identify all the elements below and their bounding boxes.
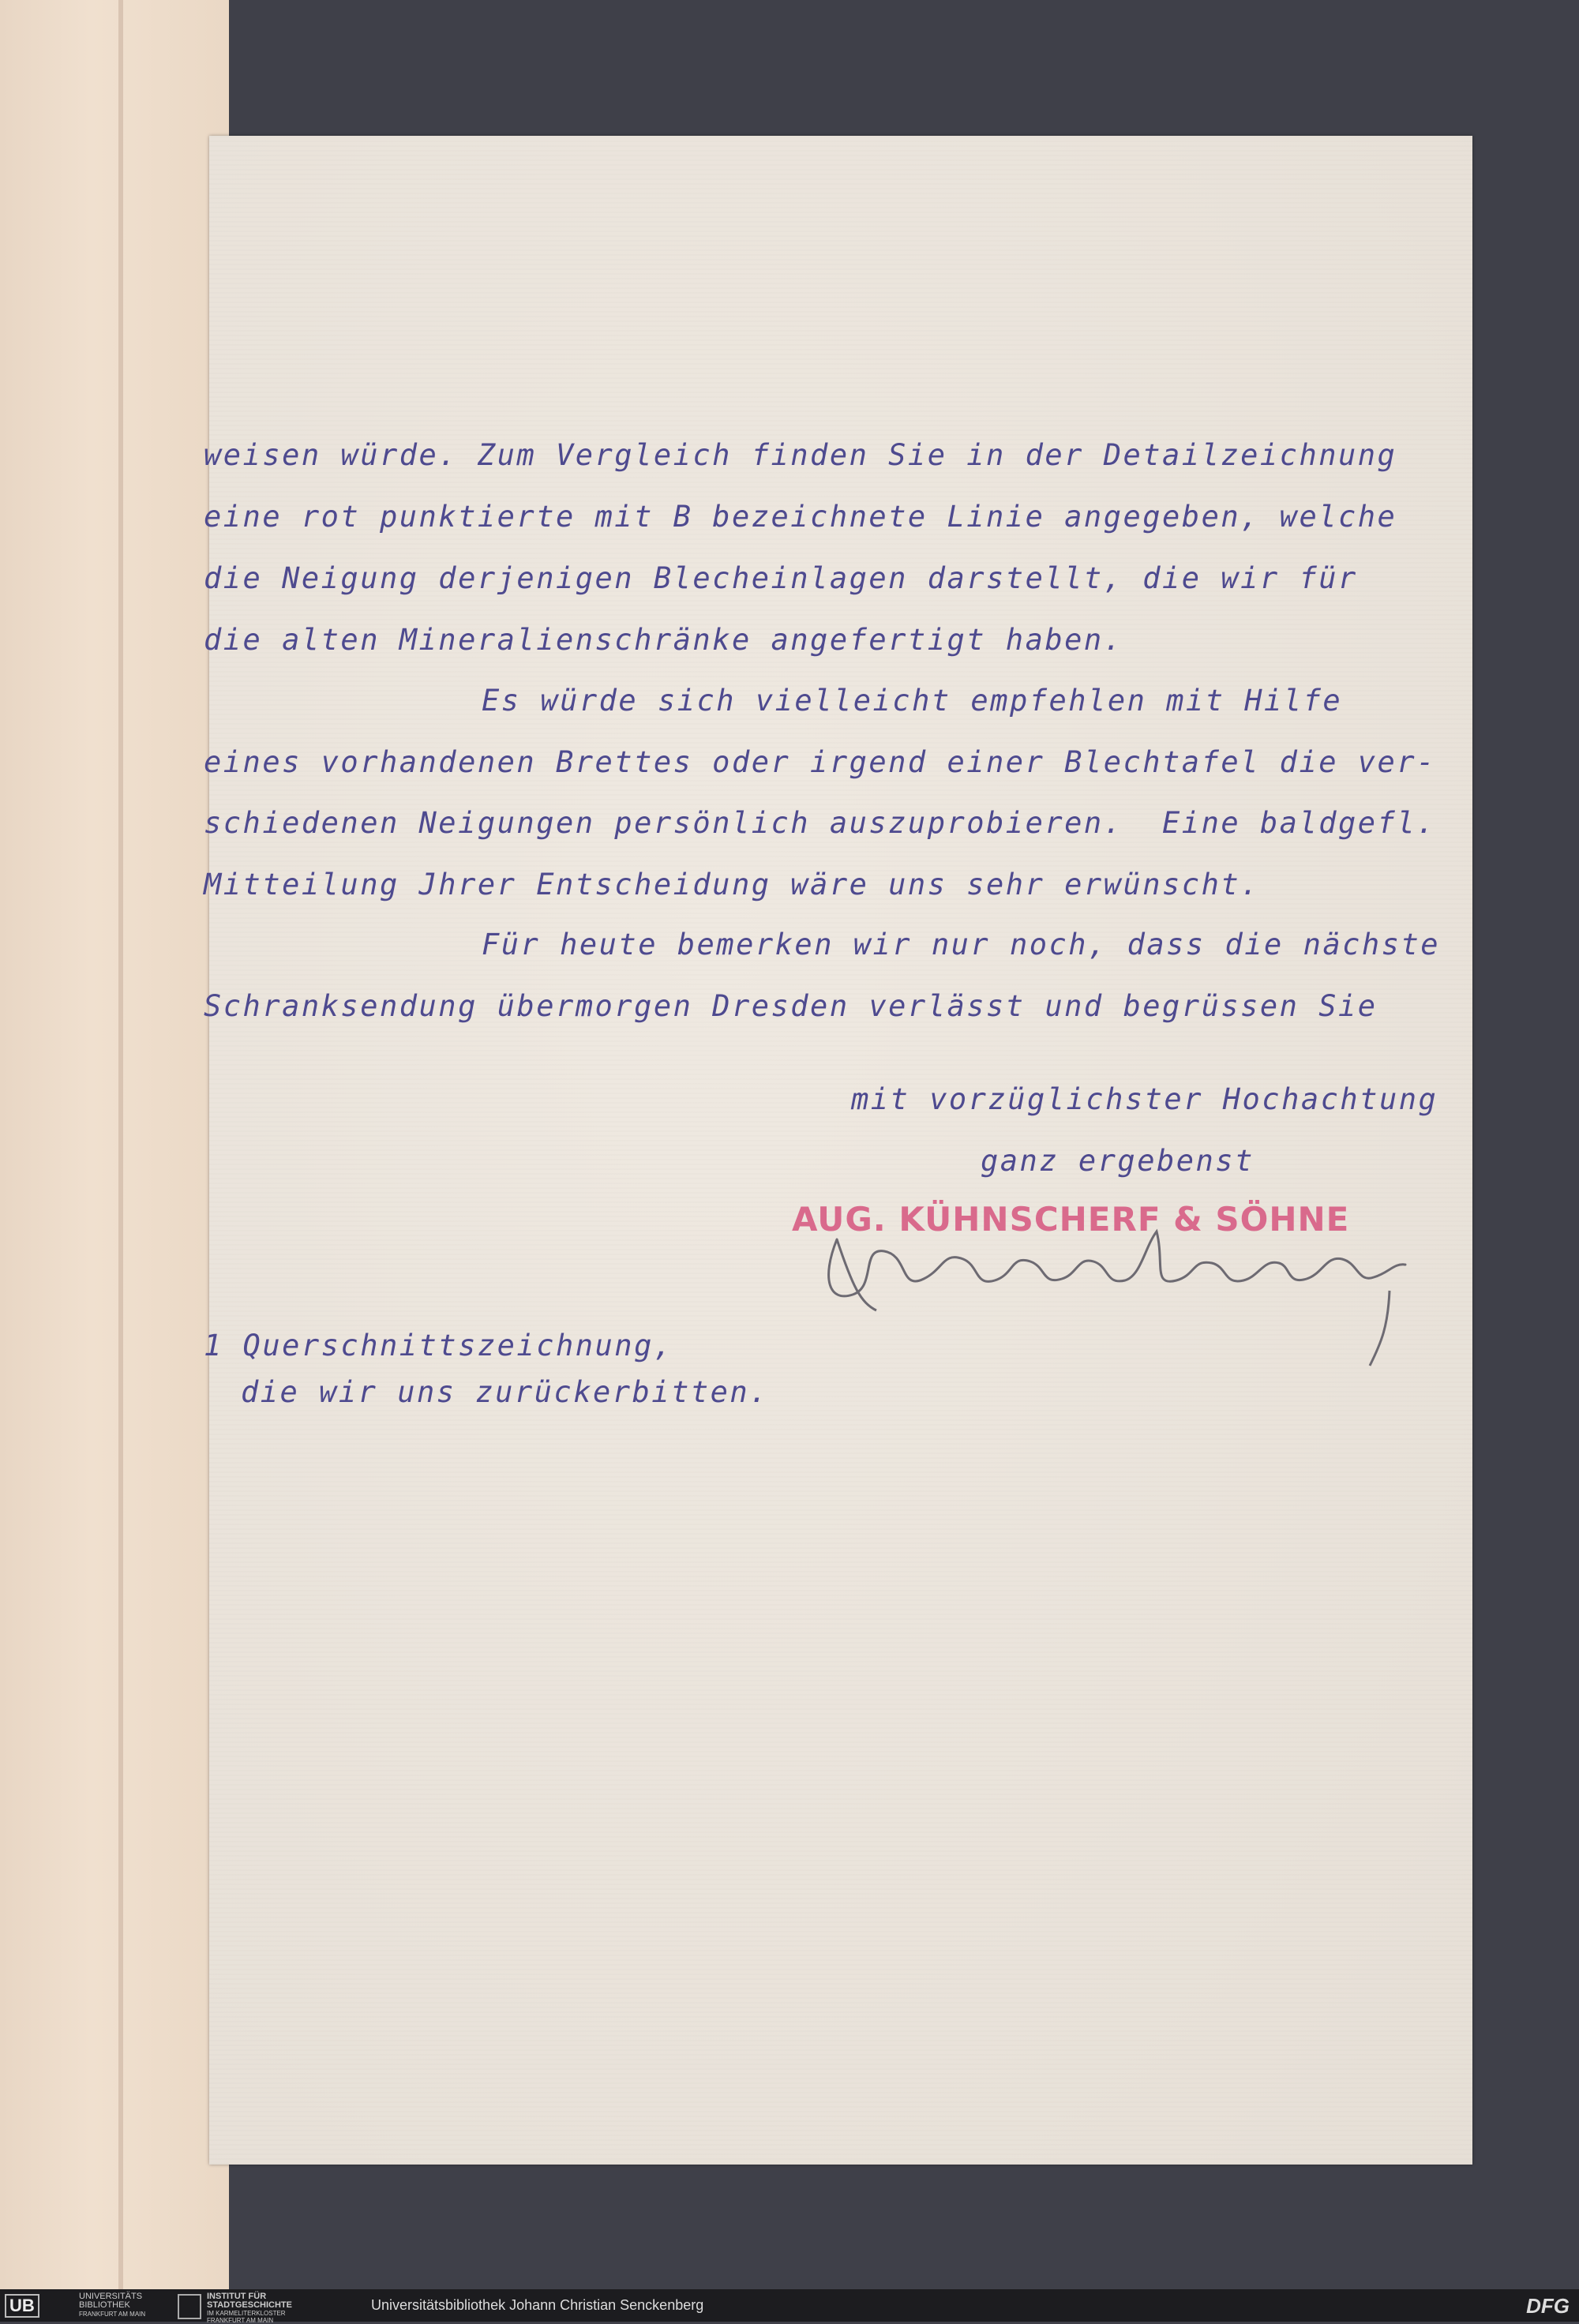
letter-line-3: die Neigung derjenigen Blecheinlagen darstellt, die wir für xyxy=(204,561,1358,595)
dfg-logo: DFG xyxy=(1526,2294,1570,2318)
back-page-edge xyxy=(118,0,123,2322)
ub-logo: UB xyxy=(5,2294,39,2318)
letter-line-8: Mitteilung Jhrer Entscheidung wäre uns sehr erwünscht. xyxy=(204,868,1260,901)
institute-logo-icon xyxy=(178,2294,201,2319)
institute-name xyxy=(207,2292,292,2324)
library-credit: Universitätsbibliothek Johann Christian Senckenberg xyxy=(371,2297,704,2313)
ub-line-2: BIBLIOTHEK xyxy=(79,2300,130,2310)
letter-line-10: Schranksendung übermorgen Dresden verlässt und begrüssen Sie xyxy=(204,989,1378,1023)
letter-line-4: die alten Mineralienschränke angefertigt haben. xyxy=(204,623,1123,657)
enclosure-line-1: 1 Querschnittszeichnung, xyxy=(204,1329,673,1363)
letter-line-9: Für heute bemerken wir nur noch, dass die nächste xyxy=(482,928,1441,961)
enclosure-line-2: die wir uns zurückerbitten. xyxy=(241,1375,769,1409)
inst-line-1: INSTITUT FÜR xyxy=(207,2292,267,2301)
handwritten-signature xyxy=(805,1216,1421,1374)
letter-line-1: weisen würde. Zum Vergleich finden Sie in der Detailzeichnung xyxy=(204,438,1397,472)
inst-line-3: IM KARMELITERKLOSTER xyxy=(207,2310,286,2317)
ub-line-1: UNIVERSITÄTS xyxy=(79,2292,143,2301)
ub-name xyxy=(79,2292,145,2318)
back-page xyxy=(0,0,229,2322)
letter-line-6: eines vorhandenen Brettes oder irgend einer Blechtafel die ver- xyxy=(204,745,1436,779)
ub-line-3: FRANKFURT AM MAIN xyxy=(79,2311,146,2318)
letter-line-5: Es würde sich vielleicht empfehlen mit Hilfe xyxy=(482,684,1343,718)
closing-salutation: mit vorzüglichster Hochachtung xyxy=(851,1082,1438,1116)
inst-line-2: STADTGESCHICHTE xyxy=(207,2300,292,2310)
company-stamp: AUG. KÜHNSCHERF & SÖHNE xyxy=(792,1200,1350,1239)
footer-bar xyxy=(0,2289,1579,2322)
inst-line-4: FRANKFURT AM MAIN xyxy=(207,2317,274,2324)
letter-line-7: schiedenen Neigungen persönlich auszuprobieren. Eine baldgefl. xyxy=(204,806,1436,840)
letter-line-2: eine rot punktierte mit B bezeichnete Linie angegeben, welche xyxy=(204,500,1397,534)
closing-ergebenst: ganz ergebenst xyxy=(981,1144,1255,1178)
